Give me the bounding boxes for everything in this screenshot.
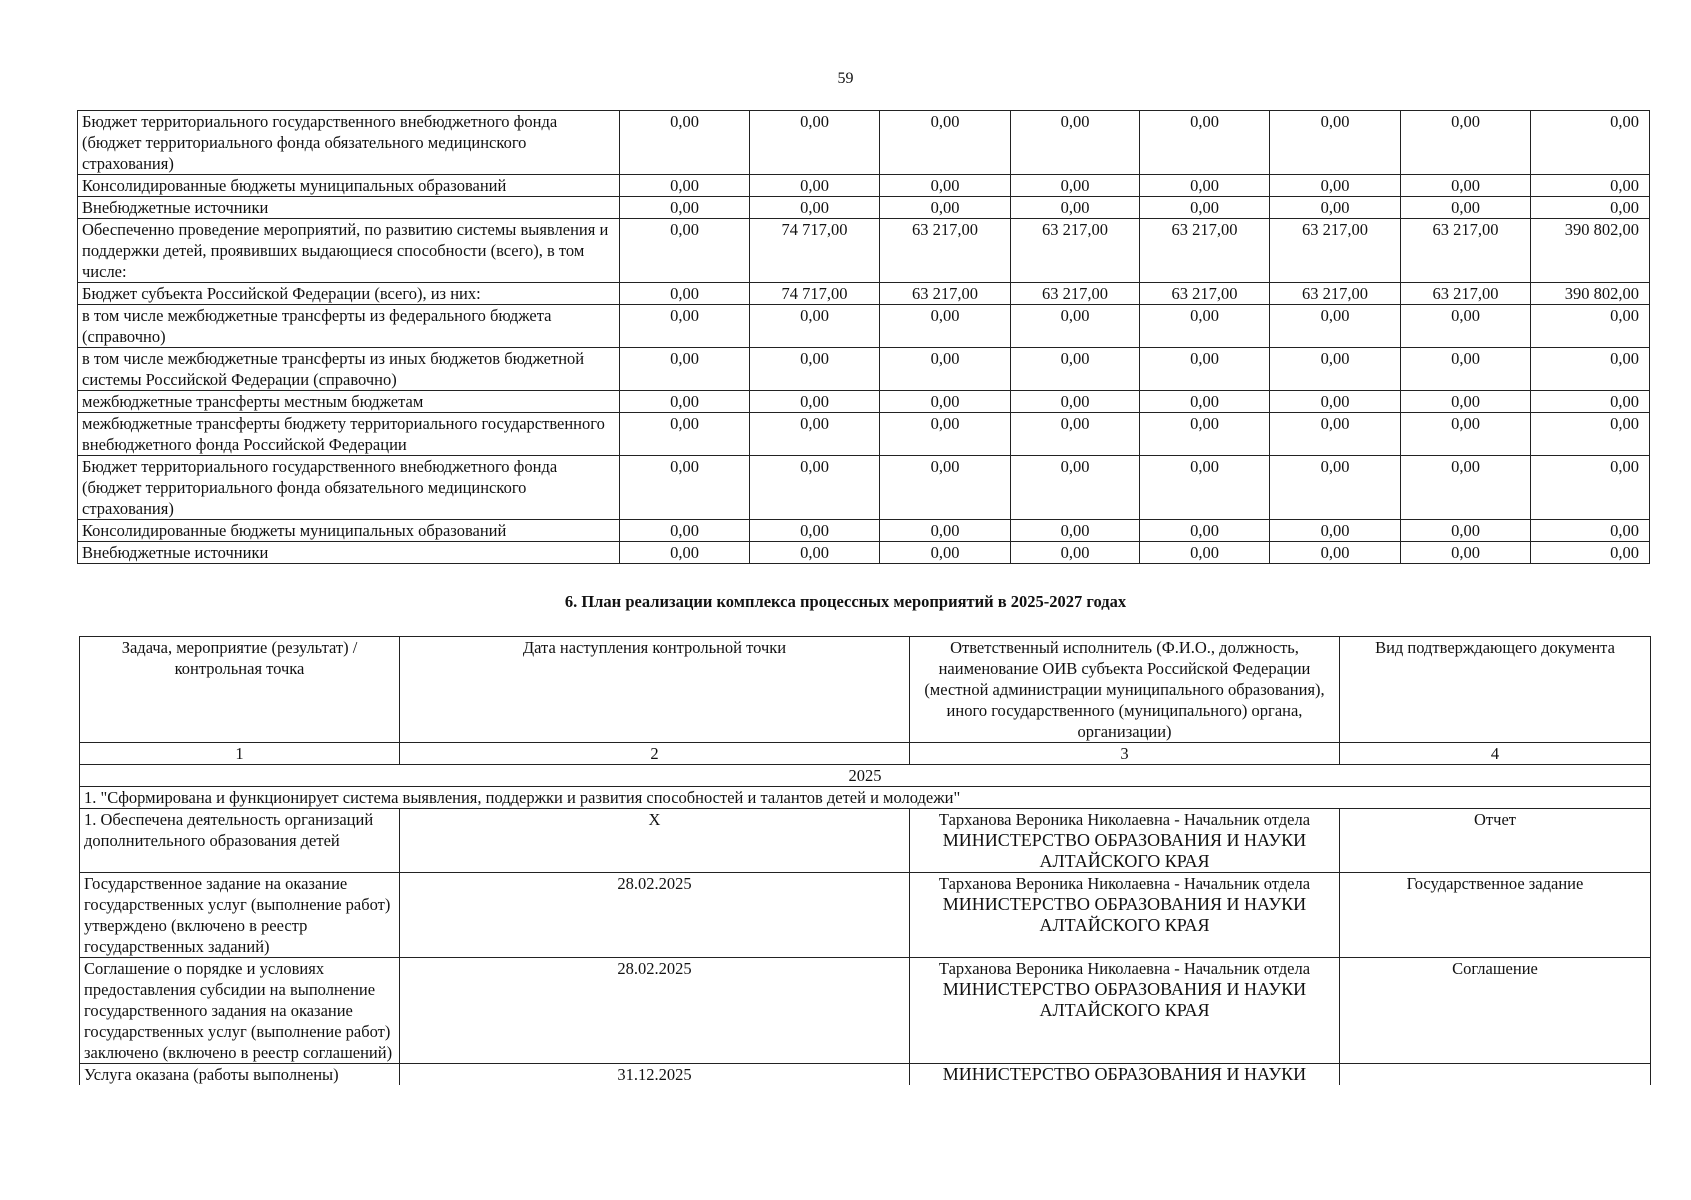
plan-row-date: 31.12.2025	[400, 1064, 910, 1086]
page-number: 59	[837, 70, 854, 87]
plan-row-executor	[910, 809, 1340, 873]
plan-column-numbers-row	[80, 743, 1651, 765]
funding-row	[78, 283, 1650, 305]
funding-value-1: 0,00	[620, 219, 750, 283]
funding-value-3: 0,00	[880, 456, 1011, 520]
funding-value-8: 0,00	[1531, 391, 1650, 413]
funding-value-4: 0,00	[1011, 456, 1140, 520]
plan-row	[80, 1064, 1651, 1086]
funding-value-5: 0,00	[1140, 520, 1270, 542]
funding-value-1: 0,00	[620, 391, 750, 413]
funding-value-4: 63 217,00	[1011, 219, 1140, 283]
plan-task-title: 1. "Сформирована и функционирует система выявления, поддержки и развития способностей и талантов детей и молодежи"	[80, 787, 1651, 809]
funding-value-5: 63 217,00	[1140, 219, 1270, 283]
plan-header-row	[80, 637, 1651, 743]
funding-value-2: 0,00	[750, 175, 880, 197]
plan-row-executor	[910, 1064, 1340, 1086]
header-task: Задача, мероприятие (результат) / контрольная точка	[80, 637, 400, 743]
funding-value-4: 0,00	[1011, 391, 1140, 413]
funding-value-4: 0,00	[1011, 348, 1140, 391]
plan-row-name: 1. Обеспечена деятельность организаций дополнительного образования детей	[80, 809, 400, 873]
funding-value-5: 0,00	[1140, 175, 1270, 197]
funding-value-1: 0,00	[620, 348, 750, 391]
funding-row-label: в том числе межбюджетные трансферты из федерального бюджета (справочно)	[78, 305, 620, 348]
section-title: 6. План реализации комплекса процессных мероприятий в 2025-2027 годах	[564, 592, 1127, 611]
funding-value-1: 0,00	[620, 111, 750, 175]
funding-value-6: 63 217,00	[1270, 283, 1401, 305]
funding-row-label: Бюджет территориального государственного внебюджетного фонда (бюджет территориального фонда обязательного медицинского страхования)	[78, 111, 620, 175]
funding-value-8: 0,00	[1531, 520, 1650, 542]
funding-value-7: 63 217,00	[1401, 283, 1531, 305]
funding-value-6: 0,00	[1270, 413, 1401, 456]
funding-value-5: 0,00	[1140, 456, 1270, 520]
plan-row	[80, 873, 1651, 958]
plan-row	[80, 958, 1651, 1064]
funding-value-6: 0,00	[1270, 520, 1401, 542]
funding-value-4: 0,00	[1011, 197, 1140, 219]
funding-value-2: 0,00	[750, 348, 880, 391]
funding-value-4: 63 217,00	[1011, 283, 1140, 305]
funding-row-label: Внебюджетные источники	[78, 197, 620, 219]
funding-value-2: 0,00	[750, 456, 880, 520]
funding-row-label: межбюджетные трансферты местным бюджетам	[78, 391, 620, 413]
plan-row-date: 28.02.2025	[400, 873, 910, 958]
funding-value-1: 0,00	[620, 456, 750, 520]
funding-value-7: 0,00	[1401, 305, 1531, 348]
funding-value-3: 0,00	[880, 542, 1011, 564]
funding-value-5: 0,00	[1140, 111, 1270, 175]
funding-value-3: 0,00	[880, 305, 1011, 348]
executor-person: Тарханова Вероника Николаевна - Начальник отдела	[938, 959, 1311, 978]
executor-person: Тарханова Вероника Николаевна - Начальник отдела	[938, 810, 1311, 829]
funding-value-3: 0,00	[880, 413, 1011, 456]
funding-value-1: 0,00	[620, 413, 750, 456]
plan-row-document	[1340, 1064, 1651, 1086]
funding-value-8: 0,00	[1531, 456, 1650, 520]
funding-value-6: 0,00	[1270, 197, 1401, 219]
funding-value-8: 390 802,00	[1531, 219, 1650, 283]
funding-row	[78, 348, 1650, 391]
funding-row	[78, 542, 1650, 564]
funding-value-8: 0,00	[1531, 348, 1650, 391]
column-number-1: 1	[80, 743, 400, 765]
funding-value-8: 390 802,00	[1531, 283, 1650, 305]
funding-value-8: 0,00	[1531, 305, 1650, 348]
funding-row-label: Обеспеченно проведение мероприятий, по развитию системы выявления и поддержки детей, проявивших выдающиеся способности (всего), в том числе:	[78, 219, 620, 283]
plan-row-document: Отчет	[1340, 809, 1651, 873]
funding-value-2: 0,00	[750, 305, 880, 348]
funding-value-7: 0,00	[1401, 413, 1531, 456]
funding-value-2: 0,00	[750, 111, 880, 175]
executor-organization: МИНИСТЕРСТВО ОБРАЗОВАНИЯ И НАУКИ АЛТАЙСКОГО КРАЯ	[942, 894, 1307, 935]
funding-value-1: 0,00	[620, 283, 750, 305]
funding-value-6: 0,00	[1270, 305, 1401, 348]
funding-value-6: 0,00	[1270, 175, 1401, 197]
funding-row	[78, 219, 1650, 283]
plan-row-executor	[910, 873, 1340, 958]
plan-year: 2025	[80, 765, 1651, 787]
funding-table	[77, 110, 1650, 564]
funding-value-5: 0,00	[1140, 413, 1270, 456]
plan-row-date: X	[400, 809, 910, 873]
funding-value-3: 0,00	[880, 348, 1011, 391]
funding-value-2: 74 717,00	[750, 283, 880, 305]
funding-value-8: 0,00	[1531, 175, 1650, 197]
plan-row-document: Соглашение	[1340, 958, 1651, 1064]
funding-value-7: 63 217,00	[1401, 219, 1531, 283]
funding-row	[78, 456, 1650, 520]
executor-organization: МИНИСТЕРСТВО ОБРАЗОВАНИЯ И НАУКИ АЛТАЙСКОГО КРАЯ	[942, 830, 1307, 871]
funding-value-5: 0,00	[1140, 391, 1270, 413]
funding-row	[78, 197, 1650, 219]
funding-row-label: Внебюджетные источники	[78, 542, 620, 564]
funding-value-6: 0,00	[1270, 111, 1401, 175]
funding-value-4: 0,00	[1011, 175, 1140, 197]
funding-value-3: 0,00	[880, 111, 1011, 175]
funding-value-3: 0,00	[880, 391, 1011, 413]
funding-row-label: Бюджет субъекта Российской Федерации (всего), из них:	[78, 283, 620, 305]
funding-value-5: 63 217,00	[1140, 283, 1270, 305]
funding-value-2: 0,00	[750, 197, 880, 219]
header-document: Вид подтверждающего документа	[1340, 637, 1651, 743]
funding-value-8: 0,00	[1531, 111, 1650, 175]
funding-value-5: 0,00	[1140, 348, 1270, 391]
funding-row	[78, 520, 1650, 542]
funding-value-7: 0,00	[1401, 391, 1531, 413]
funding-value-4: 0,00	[1011, 520, 1140, 542]
plan-row-name: Услуга оказана (работы выполнены)	[80, 1064, 400, 1086]
header-executor: Ответственный исполнитель (Ф.И.О., должность, наименование ОИВ субъекта Российской Федерации (местной администрации муниципального образования), иного государственного (муниципального) органа, организации)	[910, 637, 1340, 743]
funding-value-6: 0,00	[1270, 542, 1401, 564]
funding-value-3: 63 217,00	[880, 283, 1011, 305]
funding-row-label: Бюджет территориального государственного внебюджетного фонда (бюджет территориального фонда обязательного медицинского страхования)	[78, 456, 620, 520]
funding-value-4: 0,00	[1011, 542, 1140, 564]
funding-value-7: 0,00	[1401, 175, 1531, 197]
funding-value-3: 63 217,00	[880, 219, 1011, 283]
column-number-4: 4	[1340, 743, 1651, 765]
funding-value-7: 0,00	[1401, 520, 1531, 542]
column-number-2: 2	[400, 743, 910, 765]
funding-value-7: 0,00	[1401, 197, 1531, 219]
funding-value-2: 0,00	[750, 391, 880, 413]
funding-value-4: 0,00	[1011, 413, 1140, 456]
plan-row-name: Государственное задание на оказание государственных услуг (выполнение работ) утверждено (включено в реестр государственных заданий)	[80, 873, 400, 958]
funding-value-3: 0,00	[880, 197, 1011, 219]
funding-row-label: Консолидированные бюджеты муниципальных образований	[78, 520, 620, 542]
funding-value-6: 0,00	[1270, 456, 1401, 520]
funding-row-label: в том числе межбюджетные трансферты из иных бюджетов бюджетной системы Российской Федерации (справочно)	[78, 348, 620, 391]
funding-row	[78, 391, 1650, 413]
plan-row-date: 28.02.2025	[400, 958, 910, 1064]
funding-value-2: 0,00	[750, 542, 880, 564]
funding-value-8: 0,00	[1531, 197, 1650, 219]
funding-value-8: 0,00	[1531, 542, 1650, 564]
funding-value-3: 0,00	[880, 520, 1011, 542]
funding-value-2: 74 717,00	[750, 219, 880, 283]
funding-value-8: 0,00	[1531, 413, 1650, 456]
funding-value-6: 0,00	[1270, 348, 1401, 391]
plan-row-executor	[910, 958, 1340, 1064]
funding-value-1: 0,00	[620, 305, 750, 348]
funding-value-7: 0,00	[1401, 456, 1531, 520]
funding-row	[78, 305, 1650, 348]
plan-year-row	[80, 765, 1651, 787]
funding-value-2: 0,00	[750, 520, 880, 542]
executor-organization: МИНИСТЕРСТВО ОБРАЗОВАНИЯ И НАУКИ АЛТАЙСКОГО КРАЯ	[942, 979, 1307, 1020]
funding-value-4: 0,00	[1011, 111, 1140, 175]
funding-value-7: 0,00	[1401, 348, 1531, 391]
funding-value-4: 0,00	[1011, 305, 1140, 348]
funding-value-3: 0,00	[880, 175, 1011, 197]
funding-value-7: 0,00	[1401, 111, 1531, 175]
funding-value-1: 0,00	[620, 175, 750, 197]
funding-value-6: 0,00	[1270, 391, 1401, 413]
funding-value-5: 0,00	[1140, 197, 1270, 219]
funding-value-2: 0,00	[750, 413, 880, 456]
funding-row	[78, 111, 1650, 175]
funding-row	[78, 175, 1650, 197]
executor-organization: МИНИСТЕРСТВО ОБРАЗОВАНИЯ И НАУКИ	[942, 1064, 1307, 1084]
funding-row-label: Консолидированные бюджеты муниципальных образований	[78, 175, 620, 197]
plan-row-document: Государственное задание	[1340, 873, 1651, 958]
funding-value-1: 0,00	[620, 520, 750, 542]
funding-value-6: 63 217,00	[1270, 219, 1401, 283]
executor-person: Тарханова Вероника Николаевна - Начальник отдела	[938, 874, 1311, 893]
funding-value-5: 0,00	[1140, 542, 1270, 564]
plan-task-row	[80, 787, 1651, 809]
header-date: Дата наступления контрольной точки	[400, 637, 910, 743]
plan-table	[79, 636, 1651, 1085]
column-number-3: 3	[910, 743, 1340, 765]
funding-value-7: 0,00	[1401, 542, 1531, 564]
plan-row-name: Соглашение о порядке и условиях предоставления субсидии на выполнение государственного задания на оказание государственных услуг (выполнение работ) заключено (включено в реестр соглашений)	[80, 958, 400, 1064]
funding-row	[78, 413, 1650, 456]
funding-value-1: 0,00	[620, 542, 750, 564]
funding-row-label: межбюджетные трансферты бюджету территориального государственного внебюджетного фонда Российской Федерации	[78, 413, 620, 456]
funding-value-1: 0,00	[620, 197, 750, 219]
funding-value-5: 0,00	[1140, 305, 1270, 348]
plan-row	[80, 809, 1651, 873]
